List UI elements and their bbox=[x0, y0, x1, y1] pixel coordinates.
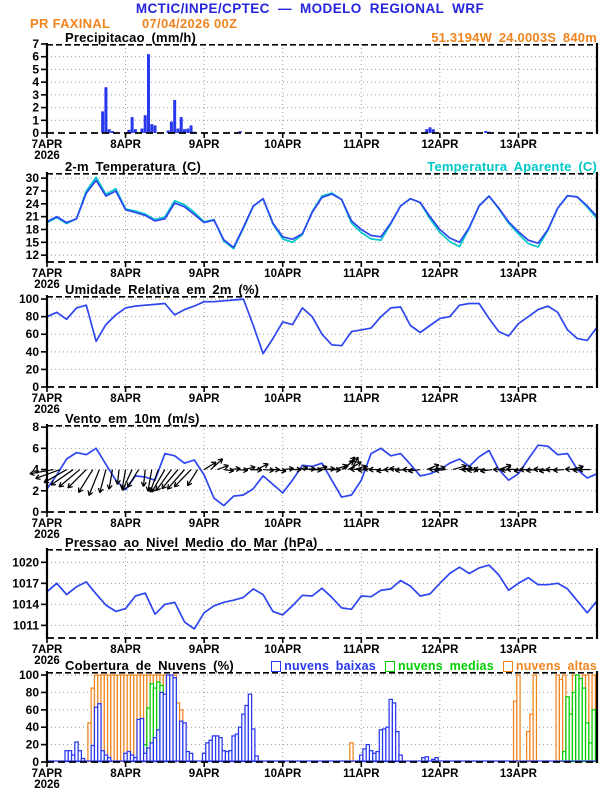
svg-text:10APR: 10APR bbox=[264, 139, 302, 151]
humidity-title: Umidade Relativa em 2m (%) bbox=[65, 282, 260, 297]
svg-text:12APR: 12APR bbox=[421, 644, 459, 656]
cloud-cover-legend bbox=[271, 659, 597, 673]
svg-text:2026: 2026 bbox=[34, 279, 60, 291]
svg-text:40: 40 bbox=[25, 720, 39, 735]
svg-text:13APR: 13APR bbox=[499, 518, 537, 530]
svg-text:10APR: 10APR bbox=[264, 644, 302, 656]
svg-text:11APR: 11APR bbox=[343, 268, 380, 280]
svg-text:2: 2 bbox=[32, 100, 39, 115]
wind-title-row bbox=[47, 412, 597, 426]
svg-text:8APR: 8APR bbox=[110, 393, 141, 405]
svg-text:3: 3 bbox=[32, 87, 39, 102]
pressure-title-row bbox=[47, 536, 597, 550]
station-name: PR FAXINAL bbox=[30, 16, 111, 31]
svg-text:2: 2 bbox=[32, 483, 39, 498]
svg-text:2026: 2026 bbox=[34, 150, 60, 162]
svg-text:11APR: 11APR bbox=[343, 139, 380, 151]
svg-text:12APR: 12APR bbox=[421, 139, 459, 151]
svg-text:20: 20 bbox=[25, 362, 39, 377]
svg-text:8APR: 8APR bbox=[110, 768, 141, 780]
svg-text:12: 12 bbox=[25, 248, 39, 263]
svg-text:100: 100 bbox=[18, 668, 39, 683]
svg-text:2026: 2026 bbox=[34, 655, 60, 667]
svg-text:1011: 1011 bbox=[12, 618, 39, 633]
svg-text:1017: 1017 bbox=[12, 576, 39, 591]
svg-text:9APR: 9APR bbox=[188, 139, 220, 151]
station-coordinates: 51.3194W 24.0003S 840m bbox=[431, 30, 597, 45]
svg-text:13APR: 13APR bbox=[499, 139, 537, 151]
svg-text:12APR: 12APR bbox=[421, 768, 459, 780]
wind-title: Vento em 10m (m/s) bbox=[65, 411, 200, 426]
svg-text:7APR: 7APR bbox=[31, 768, 63, 780]
svg-text:24: 24 bbox=[25, 196, 39, 211]
svg-text:2026: 2026 bbox=[34, 404, 60, 416]
svg-text:0: 0 bbox=[32, 505, 39, 519]
svg-text:2026: 2026 bbox=[34, 779, 60, 791]
svg-text:18: 18 bbox=[25, 222, 39, 237]
svg-text:60: 60 bbox=[25, 327, 39, 342]
svg-text:4: 4 bbox=[32, 462, 39, 477]
temperature-title: 2-m Temperatura (C) bbox=[65, 159, 201, 174]
svg-text:8APR: 8APR bbox=[110, 518, 141, 530]
svg-text:100: 100 bbox=[18, 292, 39, 307]
svg-text:11APR: 11APR bbox=[343, 518, 380, 530]
svg-text:8APR: 8APR bbox=[110, 644, 141, 656]
apparent-temperature-legend: Temperatura Aparente (C) bbox=[427, 159, 597, 174]
svg-text:5: 5 bbox=[32, 62, 39, 77]
svg-text:12APR: 12APR bbox=[421, 268, 459, 280]
svg-text:6: 6 bbox=[32, 49, 39, 64]
svg-text:27: 27 bbox=[25, 183, 39, 198]
model-run-datetime: 07/04/2026 00Z bbox=[142, 16, 238, 31]
low-clouds-label: nuvens baixas bbox=[284, 659, 376, 673]
svg-text:10APR: 10APR bbox=[264, 393, 302, 405]
svg-text:21: 21 bbox=[25, 209, 39, 224]
svg-text:13APR: 13APR bbox=[499, 268, 537, 280]
svg-text:8: 8 bbox=[32, 420, 39, 435]
temperature-chart bbox=[0, 173, 612, 290]
svg-text:0: 0 bbox=[32, 126, 39, 140]
svg-text:9APR: 9APR bbox=[188, 644, 220, 656]
svg-text:0: 0 bbox=[32, 380, 39, 394]
svg-text:11APR: 11APR bbox=[343, 393, 380, 405]
precipitation-title: Precipitacao (mm/h) bbox=[65, 30, 197, 45]
legend-item-low-clouds bbox=[271, 659, 376, 673]
svg-text:8APR: 8APR bbox=[110, 268, 141, 280]
svg-text:80: 80 bbox=[25, 309, 39, 324]
svg-text:7APR: 7APR bbox=[31, 393, 63, 405]
pressure-title: Pressao ao Nivel Medio do Mar (hPa) bbox=[65, 535, 318, 550]
svg-text:13APR: 13APR bbox=[499, 768, 537, 780]
svg-text:10APR: 10APR bbox=[264, 518, 302, 530]
svg-text:10APR: 10APR bbox=[264, 768, 302, 780]
svg-text:7APR: 7APR bbox=[31, 518, 63, 530]
mid-clouds-swatch-icon bbox=[385, 661, 395, 672]
svg-text:60: 60 bbox=[25, 702, 39, 717]
pressure-chart bbox=[0, 549, 612, 666]
svg-text:9APR: 9APR bbox=[188, 768, 220, 780]
svg-text:13APR: 13APR bbox=[499, 644, 537, 656]
svg-text:11APR: 11APR bbox=[343, 644, 380, 656]
svg-text:13APR: 13APR bbox=[499, 393, 537, 405]
svg-text:6: 6 bbox=[32, 441, 39, 456]
svg-text:12APR: 12APR bbox=[421, 393, 459, 405]
cloud-cover-title: Cobertura de Nuvens (%) bbox=[65, 658, 234, 673]
svg-text:10APR: 10APR bbox=[264, 268, 302, 280]
temperature-title-row bbox=[47, 160, 597, 174]
legend-item-high-clouds bbox=[503, 659, 597, 673]
page-title: MCTIC/INPE/CPTEC — MODELO REGIONAL WRF bbox=[135, 1, 485, 16]
svg-text:1: 1 bbox=[32, 113, 39, 128]
svg-text:7: 7 bbox=[32, 37, 39, 51]
svg-text:9APR: 9APR bbox=[188, 518, 220, 530]
high-clouds-swatch-icon bbox=[503, 661, 513, 672]
svg-text:4: 4 bbox=[32, 75, 39, 90]
svg-text:15: 15 bbox=[25, 235, 39, 250]
svg-text:2026: 2026 bbox=[34, 529, 60, 541]
wind-chart bbox=[0, 420, 612, 541]
svg-text:7APR: 7APR bbox=[31, 268, 63, 280]
cloud-cover-chart bbox=[0, 668, 612, 791]
svg-text:8APR: 8APR bbox=[110, 139, 141, 151]
svg-text:12APR: 12APR bbox=[421, 518, 459, 530]
precipitation-title-row bbox=[47, 31, 597, 45]
svg-text:30: 30 bbox=[25, 171, 39, 186]
humidity-chart bbox=[0, 292, 612, 416]
svg-text:9APR: 9APR bbox=[188, 393, 220, 405]
svg-text:80: 80 bbox=[25, 685, 39, 700]
svg-text:20: 20 bbox=[25, 737, 39, 752]
svg-text:1014: 1014 bbox=[12, 597, 39, 612]
low-clouds-swatch-icon bbox=[271, 661, 281, 672]
svg-text:7APR: 7APR bbox=[31, 644, 63, 656]
humidity-title-row bbox=[47, 283, 597, 297]
legend-item-mid-clouds bbox=[385, 659, 494, 673]
cloud-cover-title-row bbox=[47, 659, 597, 673]
svg-text:40: 40 bbox=[25, 344, 39, 359]
svg-text:11APR: 11APR bbox=[343, 768, 380, 780]
mid-clouds-label: nuvens medias bbox=[397, 659, 494, 673]
svg-text:9APR: 9APR bbox=[188, 268, 220, 280]
svg-text:1020: 1020 bbox=[12, 555, 39, 570]
high-clouds-label: nuvens altas bbox=[515, 659, 597, 673]
svg-text:7APR: 7APR bbox=[31, 139, 63, 151]
svg-text:0: 0 bbox=[32, 755, 39, 769]
